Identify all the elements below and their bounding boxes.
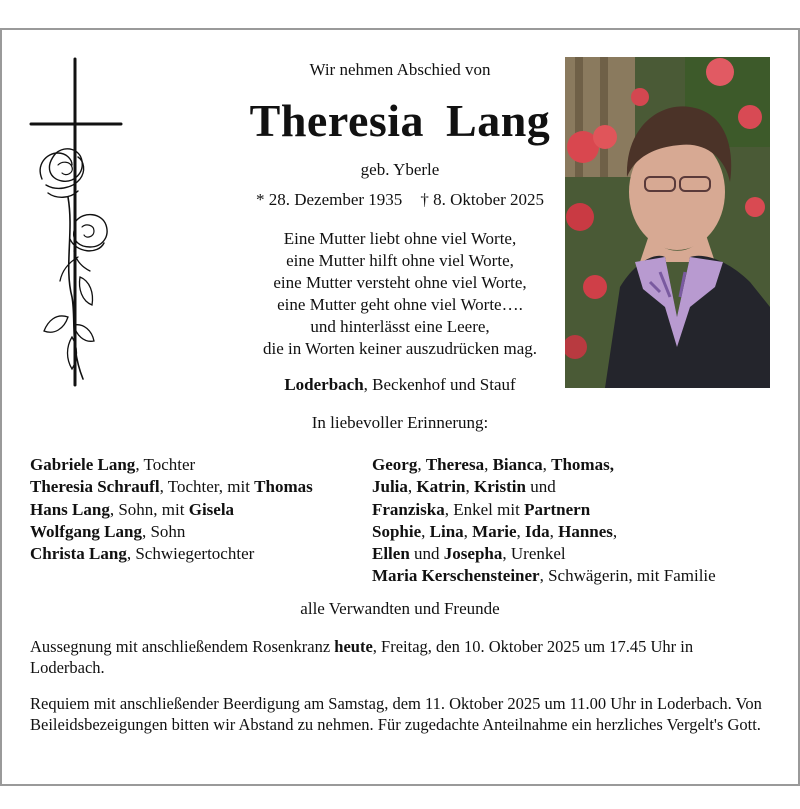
poem [0,228,800,360]
text-run: , [516,521,526,541]
bold-text: Ida [525,521,550,541]
text-run: , [549,521,559,541]
text-run: , Tochter [135,455,196,474]
text-run: , [417,455,426,474]
bold-text: Bianca [492,455,543,474]
text-run: und [525,477,556,497]
relatives-line: alle Verwandten und Freunde [300,599,500,618]
mourner-line [30,543,313,565]
bold-text: Wolfgang Lang [30,521,142,541]
bold-text: Theresa [425,455,485,474]
text-run: , Sohn [141,521,186,541]
bold-text: heute [334,637,373,656]
mourner-line [372,476,716,498]
poem-line: eine Mutter hilft ohne viel Worte, [286,251,514,270]
residence-rest: , Beckenhof und Stauf [363,375,516,394]
text-run: und [409,544,444,564]
death-date: † 8. Oktober 2025 [420,190,545,209]
residence-main: Loderbach [284,375,364,394]
birth-date: * 28. Dezember 1935 [255,190,403,209]
mourner-line [372,543,716,565]
text-run: Requiem mit anschließender Beerdigung am Samstag, dem 11. Oktober 2025 um 11.00 Uhr in Loderbach. Von Beileidsbezeigungen bitten wir Abstand zu nehmen. Für zugedachte Anteilnahme ein herzliches Vergelt's Gott. [30,694,762,734]
mourner-line [30,476,313,498]
bold-text: Kristin [474,477,526,497]
bold-text: Gisela [188,499,235,519]
text-run: , [463,521,473,541]
bold-text: Josepha [443,544,503,564]
mourner-line [30,521,313,543]
bold-text: Sophie [372,521,422,541]
funeral-notice-blessing [30,636,770,678]
bold-text: Hannes [558,521,613,541]
birth-name: geb. Yberle [360,160,440,179]
text-run: , [421,521,430,541]
text-run: , Urenkel [502,544,566,564]
bold-text: Ellen [372,544,410,564]
mourner-line [30,454,313,476]
text-run: , Schwägerin, mit Familie [539,566,716,586]
bold-text: Maria Kerschensteiner [372,566,540,586]
mourner-line [372,454,716,476]
text-run: , [484,455,493,474]
text-run: , Sohn, mit [109,499,189,519]
text-run: , [407,477,417,497]
bold-text: Gabriele Lang [30,455,136,474]
bold-text: Julia [372,477,408,497]
residence-line [0,375,800,395]
text-run: , Enkel mit [444,499,525,519]
memory-heading: In liebevoller Erinnerung: [311,413,489,432]
bold-text: Hans Lang [30,499,110,519]
poem-line: die in Worten keiner auszudrücken mag. [262,339,537,358]
bold-text: Georg [372,455,418,474]
bold-text: Thomas, [551,455,614,474]
funeral-notice-requiem [30,693,770,735]
life-dates [0,190,800,210]
poem-line: eine Mutter geht ohne viel Worte…. [277,295,523,314]
mourners-right [372,454,716,588]
bold-text: Marie [472,521,517,541]
mourner-line [372,565,716,587]
poem-line: eine Mutter versteht ohne viel Worte, [273,273,527,292]
bold-text: Christa Lang [30,544,127,564]
bold-text: Franziska [372,499,445,519]
mourner-line [372,499,716,521]
bold-text: Partnern [524,499,591,519]
text-run: Aussegnung mit anschließendem Rosenkranz [30,637,335,656]
bold-text: Thomas [254,477,313,497]
bold-text: Katrin [416,477,466,497]
poem-line: Eine Mutter liebt ohne viel Worte, [283,229,517,248]
bold-text: Theresia Schraufl [30,477,160,497]
text-run: , Schwiegertochter [126,544,255,564]
text-run: , [612,521,618,541]
bold-text: Lina [429,521,464,541]
text-run: , [465,477,475,497]
deceased-name: Theresia Lang [249,95,551,146]
text-run: , Freitag, den 10. Oktober 2025 um 17.45 Uhr in Loderbach. [30,637,694,677]
mourner-line [372,521,716,543]
intro-line: Wir nehmen Abschied von [309,60,491,79]
mourners-left [30,454,313,565]
poem-line: und hinterlässt eine Leere, [310,317,490,336]
mourner-line [30,499,313,521]
text-run: , [542,455,552,474]
text-run: , Tochter, mit [159,477,255,497]
